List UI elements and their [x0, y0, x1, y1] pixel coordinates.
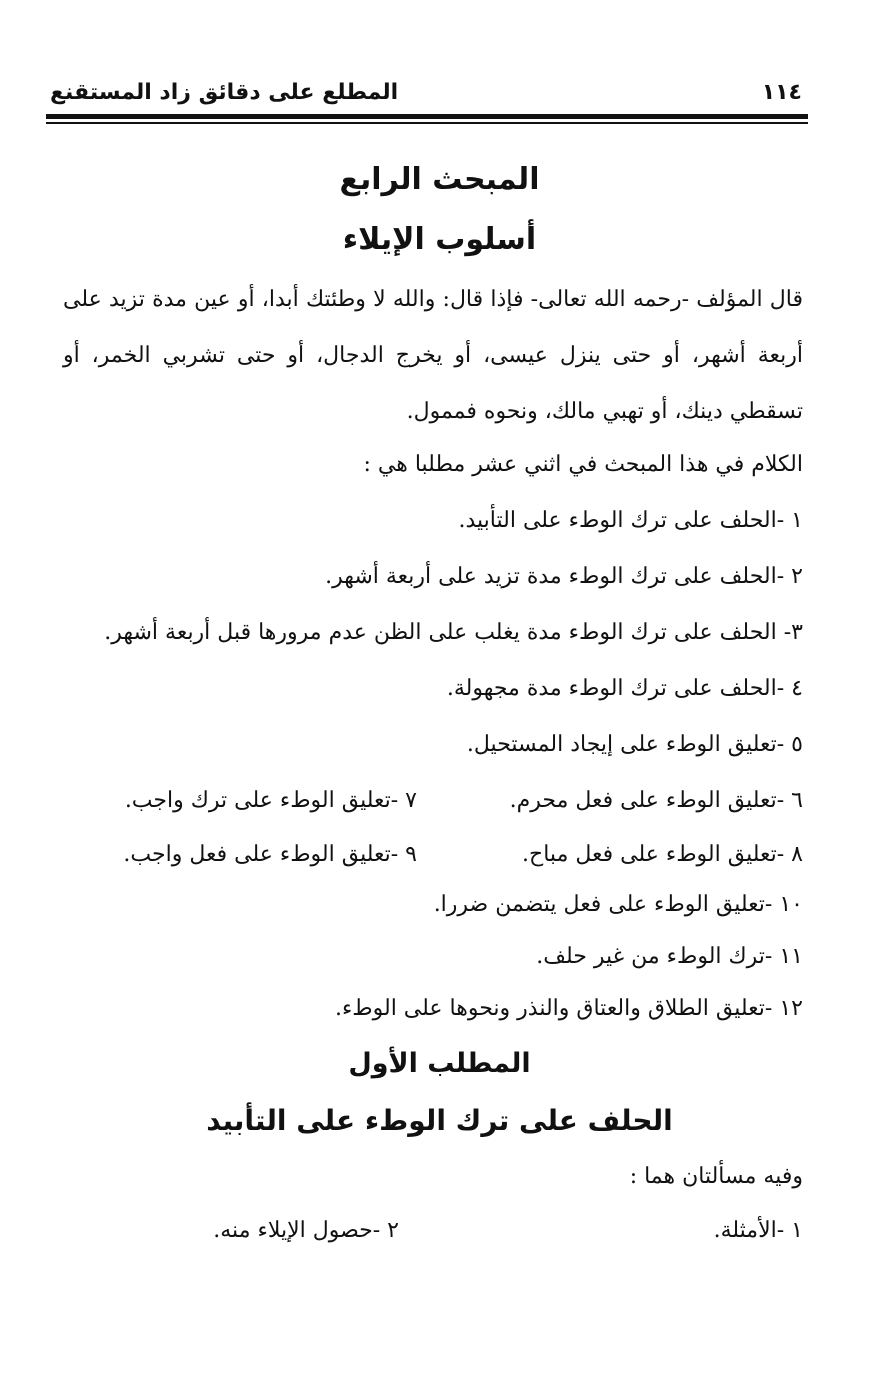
list-item: ١١ -ترك الوطء من غير حلف.	[536, 944, 803, 969]
section-title: المبحث الرابع	[339, 162, 540, 197]
list-item: ٩ -تعليق الوطء على فعل واجب.	[123, 842, 417, 867]
intro-paragraph: قال المؤلف -رحمه الله تعالى- فإذا قال: والله لا وطئتك أبدا، أو عين مدة تزيد على أربعة أشهر، أو حتى ينزل عيسى، أو يخرج الدجال، أو حتى تشربي الخمر، أو تسقطي دينك، أو تهبي مالك، ونحوه فممول.	[63, 287, 804, 424]
list-item: ٧ -تعليق الوطء على ترك واجب.	[124, 788, 417, 813]
subsection-title: أسلوب الإيلاء	[342, 222, 537, 257]
list-item: ٢ -الحلف على ترك الوطء مدة تزيد على أربعة أشهر.	[325, 564, 803, 589]
running-title: المطلع على دقائق زاد المستقنع	[50, 80, 399, 105]
page-header	[46, 78, 806, 112]
question-item: ١ -الأمثلة.	[713, 1218, 803, 1243]
list-item: ٦ -تعليق الوطء على فعل محرم.	[509, 788, 803, 813]
header-rule-thin	[46, 122, 808, 124]
list-item: ٤ -الحلف على ترك الوطء مدة مجهولة.	[446, 676, 803, 701]
list-item: ١٢ -تعليق الطلاق والعتاق والنذر ونحوها على الوطء.	[334, 996, 803, 1021]
matlab-heading: المطلب الأول	[348, 1048, 531, 1079]
question-item: ٢ -حصول الإيلاء منه.	[213, 1218, 399, 1243]
header-rule-thick	[46, 114, 808, 119]
page-number: ١١٤	[761, 80, 802, 105]
list-intro: الكلام في هذا المبحث في اثني عشر مطلبا هي :	[363, 452, 803, 477]
list-item: ١ -الحلف على ترك الوطء على التأبيد.	[458, 508, 803, 533]
list-item: ٥ -تعليق الوطء على إيجاد المستحيل.	[466, 732, 803, 757]
list-item: ٣- الحلف على ترك الوطء مدة يغلب على الظن عدم مرورها قبل أربعة أشهر.	[104, 620, 803, 645]
list-item: ١٠ -تعليق الوطء على فعل يتضمن ضررا.	[433, 892, 803, 917]
matlab-title: الحلف على ترك الوطء على التأبيد	[206, 1104, 673, 1137]
list-item: ٨ -تعليق الوطء على فعل مباح.	[522, 842, 803, 867]
questions-intro: وفيه مسألتان هما :	[629, 1164, 803, 1189]
